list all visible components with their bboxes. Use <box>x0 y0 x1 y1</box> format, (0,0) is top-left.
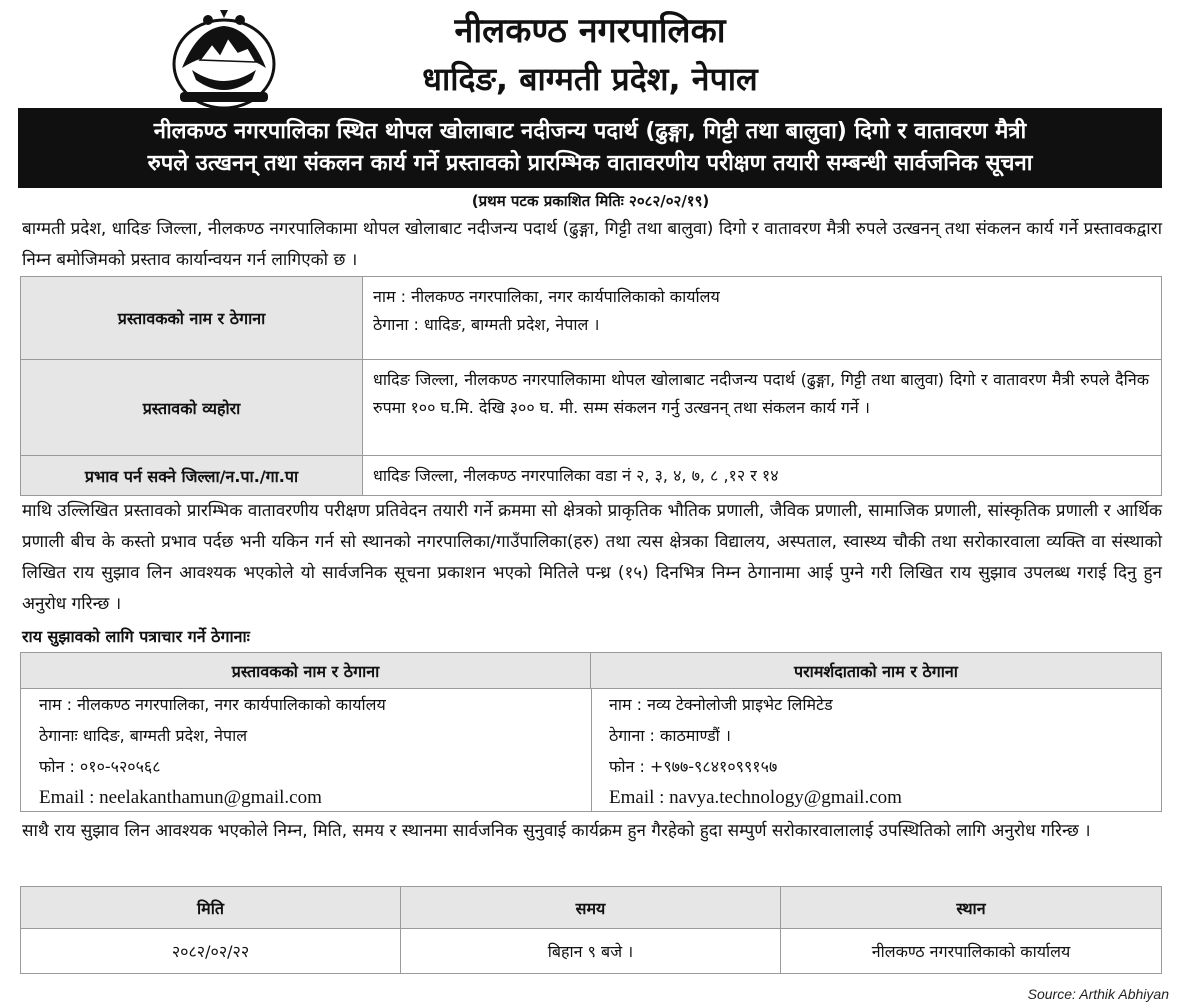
proposal-description-label: प्रस्तावको व्यहोरा <box>21 360 363 455</box>
organization-name: नीलकण्ठ नगरपालिका <box>454 11 726 51</box>
notice-title-line-2: रुपले उत्खनन् तथा संकलन कार्य गर्ने प्रस्तावको प्रारम्भिक वातावरणीय परीक्षण तयारी सम्बन्धी सार्वजनिक सूचना <box>147 151 1033 176</box>
proponent-contact-phone: फोन : ०१०-५२०५६८ <box>39 757 161 776</box>
proponent-contact-email: Email : neelakanthamun@gmail.com <box>39 787 322 808</box>
publication-date: (प्रथम पटक प्रकाशित मितिः २०८२/०२/१९) <box>471 192 710 210</box>
time-header: समय <box>401 887 781 929</box>
intro-paragraph: बाग्मती प्रदेश, धादिङ जिल्ला, नीलकण्ठ नगरपालिकामा थोपल खोलाबाट नदीजन्य पदार्थ (ढुङ्गा, गिट्टी तथा बालुवा) दिगो र वातावरण मैत्री रुपले उत्खनन् तथा संकलन कार्य गर्ने प्रस्तावकद्वारा निम्न बमोजिमको प्रस्ताव कार्यान्वयन गर्न लागिएको छ । <box>22 219 1162 270</box>
date-header: मिति <box>21 887 401 929</box>
affected-area-label: प्रभाव पर्न सक्ने जिल्ला/न.पा./गा.पा <box>21 456 363 495</box>
consultant-contact-name: नाम : नव्य टेक्नोलोजी प्राइभेट लिमिटेड <box>609 695 833 714</box>
contact-heading: राय सुझावको लागि पत्राचार गर्ने ठेगानाः <box>22 627 250 646</box>
proponent-value <box>373 283 1149 339</box>
contacts-table <box>20 652 1162 812</box>
proposal-description-value: धादिङ जिल्ला, नीलकण्ठ नगरपालिकामा थोपल खोलाबाट नदीजन्य पदार्थ (ढुङ्गा, गिट्टी तथा बालुवा) दिगो र वातावरण मैत्री रुपले दैनिक रुपमा १०० घ.मि. देखि ३०० घ. मी. सम्म संकलन गर्नु उत्खनन् तथा संकलन कार्य गर्ने । <box>373 370 1149 417</box>
hearing-date: २०८२/०२/२२ <box>21 929 401 973</box>
notice-title-line-1: नीलकण्ठ नगरपालिका स्थित थोपल खोलाबाट नदीजन्य पदार्थ (ढुङ्गा, गिट्टी तथा बालुवा) दिगो र वातावरण मैत्री <box>153 119 1027 144</box>
proponent-heading: प्रस्तावकको नाम र ठेगाना <box>21 653 591 689</box>
consultant-contact-email: Email : navya.technology@gmail.com <box>609 787 902 808</box>
hearing-time: बिहान ९ बजे । <box>401 929 781 973</box>
proponent-contact-name: नाम : नीलकण्ठ नगरपालिका, नगर कार्यपालिकाको कार्यालय <box>39 695 386 714</box>
main-paragraph: माथि उल्लिखित प्रस्तावको प्रारम्भिक वातावरणीय परीक्षण प्रतिवेदन तयारी गर्ने क्रममा सो क्षेत्रको प्राकृतिक भौतिक प्रणाली, जैविक प्रणाली, सामाजिक प्रणाली, सांस्कृतिक प्रणाली र आर्थिक प्रणाली बीच के कस्तो प्रभाव पर्दछ भनी यकिन गर्न सो स्थानको नगरपालिका/गाउँपालिका(हरु) तथा त्यस क्षेत्रका विद्यालय, अस्पताल, स्वास्थ्य चौकी तथा सरोकारवाला व्यक्ति वा संस्थाको लिखित राय सुझाव लिन आवश्यक भएकोले यो सार्वजनिक सूचना प्रकाशन भएको मितिले पन्ध्र (१५) दिनभित्र निम्न ठेगानामा आई पुग्ने गरी लिखित राय सुझाव उपलब्ध गराई दिनु हुन अनुरोध गरिन्छ । <box>22 501 1162 614</box>
proponent-name: नाम : नीलकण्ठ नगरपालिका, नगर कार्यपालिकाको कार्यालय <box>373 287 720 306</box>
consultant-contact <box>609 689 1149 813</box>
hearing-venue: नीलकण्ठ नगरपालिकाको कार्यालय <box>871 942 1071 961</box>
consultant-contact-phone: फोन : +९७७-९८४१०९९१५७ <box>609 757 778 776</box>
source-credit: Source: Arthik Abhiyan <box>1027 986 1169 1002</box>
proponent-contact-address: ठेगानाः धादिङ, बाग्मती प्रदेश, नेपाल <box>39 726 248 745</box>
proponent-label: प्रस्तावकको नाम र ठेगाना <box>21 277 363 359</box>
hearing-schedule-table <box>20 886 1162 974</box>
consultant-heading: परामर्शदाताको नाम र ठेगाना <box>591 653 1161 689</box>
table-row <box>21 277 1161 359</box>
closing-paragraph: साथै राय सुझाव लिन आवश्यक भएकोले निम्न, मिति, समय र स्थानमा सार्वजनिक सुनुवाई कार्यक्रम हुन गैरहेको हुदा सम्पुर्ण सरोकारवालालाई उपस्थितिको लागि अनुरोध गरिन्छ । <box>22 821 1091 841</box>
notice-title-banner <box>18 108 1162 188</box>
table-row <box>21 359 1161 455</box>
government-emblem-icon <box>168 8 280 112</box>
column-divider <box>591 689 592 811</box>
proponent-address: ठेगाना : धादिङ, बाग्मती प्रदेश, नेपाल । <box>373 315 600 334</box>
proposal-details-table <box>20 276 1162 496</box>
table-row <box>21 455 1161 495</box>
proponent-contact <box>39 689 579 813</box>
affected-area-value: धादिङ जिल्ला, नीलकण्ठ नगरपालिका वडा नं २, ३, ४, ७, ८ ,१२ र १४ <box>373 466 779 485</box>
organization-address: धादिङ, बाग्मती प्रदेश, नेपाल <box>422 60 758 98</box>
venue-header: स्थान <box>781 887 1161 929</box>
consultant-contact-address: ठेगाना : काठमाण्डौं । <box>609 726 731 745</box>
